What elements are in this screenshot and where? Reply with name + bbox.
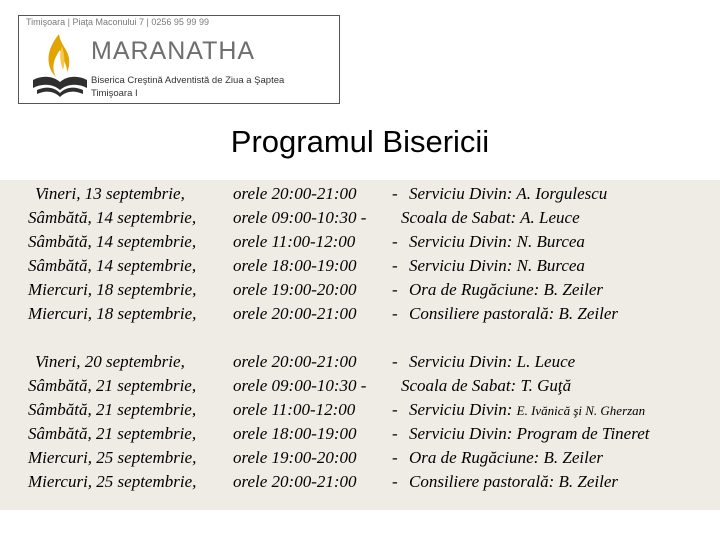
row-description-main: Serviciu Divin: <box>409 400 513 419</box>
adventist-flame-book-icon <box>29 30 91 100</box>
row-day: Miercuri, 25 septembrie, <box>28 472 197 491</box>
row-time: orele 11:00-12:00 <box>233 232 356 251</box>
schedule-row <box>0 398 720 422</box>
row-description: Ora de Rugăciune: B. Zeiler <box>409 280 604 299</box>
schedule-row <box>0 422 720 446</box>
schedule-row <box>0 302 720 326</box>
row-day: Vineri, 20 septembrie, <box>35 352 185 371</box>
row-dash: - <box>392 280 398 299</box>
logo-contact-line: Timişoara | Piaţa Maconului 7 | 0256 95 99 99 <box>26 17 209 27</box>
row-time: orele 20:00-21:00 <box>233 472 357 491</box>
row-dash: - <box>392 400 398 419</box>
row-time: orele 18:00-19:00 <box>233 256 357 275</box>
row-day: Miercuri, 18 septembrie, <box>28 304 197 323</box>
row-description: Ora de Rugăciune: B. Zeiler <box>409 448 604 467</box>
row-time: orele 09:00-10:30 - <box>233 376 367 395</box>
row-day: Sâmbătă, 21 septembrie, <box>28 376 197 395</box>
row-dash: - <box>392 448 398 467</box>
row-description: Scoala de Sabat: T. Guţă <box>401 376 572 395</box>
logo-subtitle <box>91 74 284 100</box>
row-dash: - <box>392 424 398 443</box>
row-day: Sâmbătă, 14 septembrie, <box>28 208 197 227</box>
row-time: orele 19:00-20:00 <box>233 448 357 467</box>
logo-name: MARANATHA <box>91 37 256 65</box>
row-description: Scoala de Sabat: A. Leuce <box>401 208 580 227</box>
row-description: Serviciu Divin: N. Burcea <box>409 256 585 275</box>
row-time: orele 19:00-20:00 <box>233 280 357 299</box>
page-title: Programul Bisericii <box>230 124 490 159</box>
schedule-block-week-1 <box>0 182 720 326</box>
row-dash: - <box>392 232 398 251</box>
row-time: orele 20:00-21:00 <box>233 304 357 323</box>
row-description-names: E. Ivănică şi N. Gherzan <box>516 403 646 418</box>
schedule-block-week-2 <box>0 350 720 494</box>
row-description: Consiliere pastorală: B. Zeiler <box>409 472 619 491</box>
row-dash: - <box>392 256 398 275</box>
schedule-row <box>0 206 720 230</box>
schedule-row <box>0 446 720 470</box>
schedule-row <box>0 182 720 206</box>
schedule-row <box>0 230 720 254</box>
schedule-row <box>0 254 720 278</box>
row-day: Miercuri, 25 septembrie, <box>28 448 197 467</box>
row-dash: - <box>392 472 398 491</box>
row-description: Serviciu Divin: A. Iorgulescu <box>409 184 608 203</box>
row-dash: - <box>392 304 398 323</box>
row-day: Sâmbătă, 14 septembrie, <box>28 256 197 275</box>
row-description <box>409 398 645 423</box>
row-time: orele 09:00-10:30 - <box>233 208 367 227</box>
row-description: Serviciu Divin: N. Burcea <box>409 232 585 251</box>
row-day: Miercuri, 18 septembrie, <box>28 280 197 299</box>
row-time: orele 11:00-12:00 <box>233 400 356 419</box>
row-description: Consiliere pastorală: B. Zeiler <box>409 304 619 323</box>
schedule-row <box>0 470 720 494</box>
row-day: Sâmbătă, 14 septembrie, <box>28 232 197 251</box>
row-time: orele 18:00-19:00 <box>233 424 357 443</box>
row-day: Sâmbătă, 21 septembrie, <box>28 424 197 443</box>
row-day: Vineri, 13 septembrie, <box>35 184 185 203</box>
logo-subtitle-line-2: Timişoara I <box>91 88 138 99</box>
row-dash: - <box>392 352 398 371</box>
row-dash: - <box>392 184 398 203</box>
program-schedule <box>0 180 720 510</box>
row-description: Serviciu Divin: L. Leuce <box>409 352 576 371</box>
schedule-row <box>0 374 720 398</box>
church-logo <box>18 15 340 104</box>
logo-subtitle-line-1: Biserica Creştină Adventistă de Ziua a Şaptea <box>91 75 285 86</box>
schedule-row <box>0 350 720 374</box>
row-day: Sâmbătă, 21 septembrie, <box>28 400 197 419</box>
schedule-row <box>0 278 720 302</box>
row-description: Serviciu Divin: Program de Tineret <box>409 424 650 443</box>
row-time: orele 20:00-21:00 <box>233 352 357 371</box>
row-time: orele 20:00-21:00 <box>233 184 357 203</box>
